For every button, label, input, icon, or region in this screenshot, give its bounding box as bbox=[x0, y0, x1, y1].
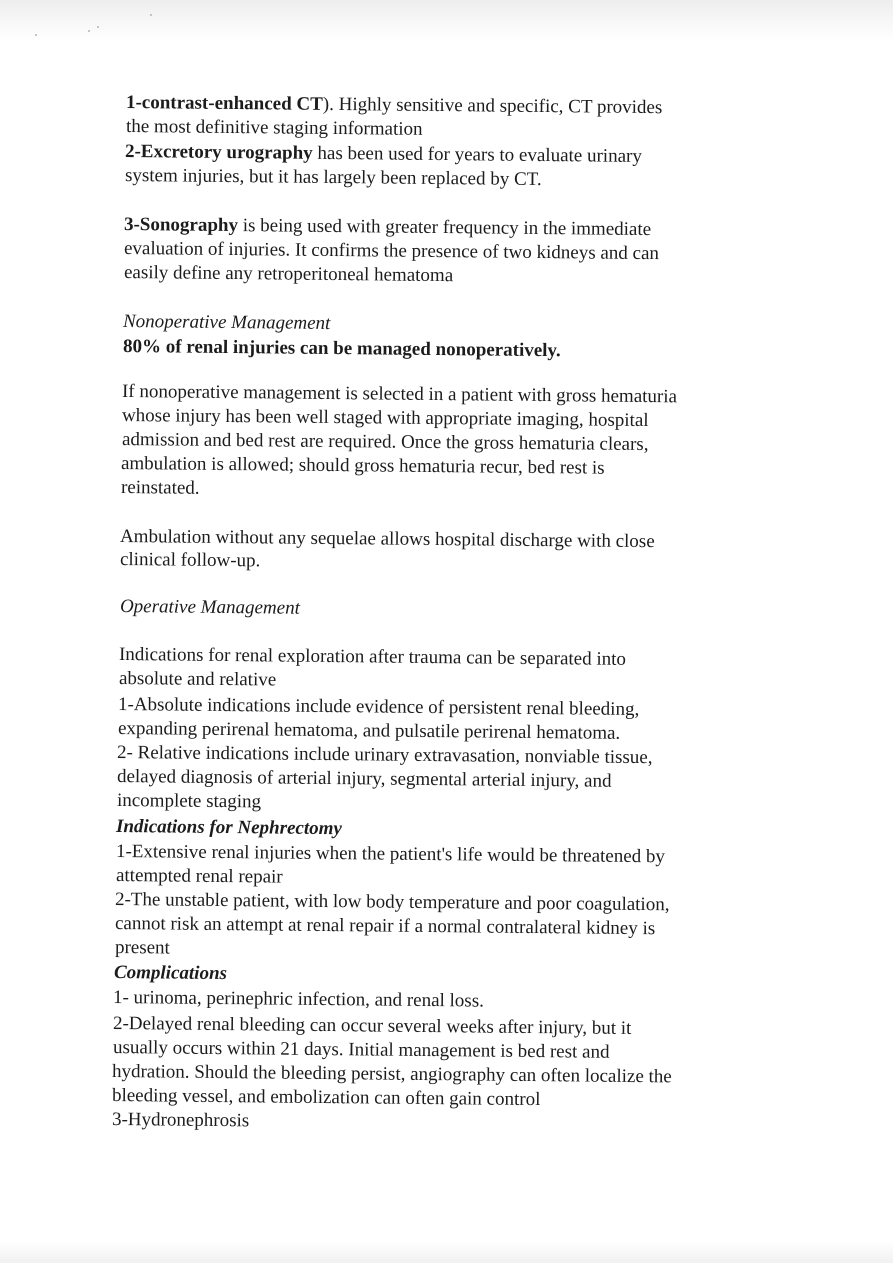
indications-paragraph-line-1: Indications for renal exploration after trauma can be separated into bbox=[118, 644, 627, 670]
scan-speck bbox=[35, 34, 37, 36]
nonoperative-paragraph-line-2: whose injury has been well staged with appropriate imaging, hospital bbox=[121, 405, 649, 432]
nephrectomy-paragraph-line-1: 1-Extensive renal injuries when the patient's life would be threatened by bbox=[115, 841, 666, 868]
nonoperative-heading: Nonoperative Management bbox=[122, 311, 331, 334]
scan-speck bbox=[150, 14, 152, 16]
ct-lead: 1-contrast-enhanced CT bbox=[125, 92, 323, 115]
sonography-paragraph-line-1 bbox=[124, 214, 651, 241]
complications-paragraph-line-2: 2-Delayed renal bleeding can occur several weeks after injury, but it bbox=[112, 1013, 632, 1039]
scan-speck bbox=[97, 26, 99, 28]
indications-paragraph-line-2: absolute and relative bbox=[118, 668, 277, 691]
urography-line1-text: has been used for years to evaluate urinary bbox=[312, 142, 642, 167]
ambulation-paragraph-line-2: clinical follow-up. bbox=[119, 549, 261, 572]
indications-paragraph-line-6: delayed diagnosis of arterial injury, segmental arterial injury, and bbox=[116, 766, 612, 792]
nephrectomy-paragraph-line-2: attempted renal repair bbox=[115, 865, 283, 888]
complications-paragraph-line-6: 3-Hydronephrosis bbox=[111, 1109, 250, 1132]
complications-heading: Complications bbox=[113, 962, 228, 985]
sonography-line1-text: is being used with greater frequency in the immediate bbox=[237, 215, 652, 241]
nephrectomy-heading: Indications for Nephrectomy bbox=[115, 816, 342, 840]
ambulation-paragraph-line-1: Ambulation without any sequelae allows hospital discharge with close bbox=[119, 526, 655, 553]
ct-paragraph-line-1 bbox=[126, 92, 663, 119]
complications-paragraph-line-3: usually occurs within 21 days. Initial management is bed rest and bbox=[112, 1037, 610, 1063]
indications-paragraph-line-3: 1-Absolute indications include evidence of persistent renal bleeding, bbox=[117, 694, 640, 721]
complications-paragraph-line-5: bleeding vessel, and embolization can often gain control bbox=[111, 1085, 541, 1111]
nephrectomy-paragraph-line-3: 2-The unstable patient, with low body temperature and poor coagulation, bbox=[114, 889, 670, 916]
nonoperative-paragraph-line-3: admission and bed rest are required. Once the gross hematuria clears, bbox=[121, 429, 649, 456]
ct-line1-text: ). Highly sensitive and specific, CT provides bbox=[322, 93, 663, 119]
complications-paragraph-line-1: 1- urinoma, perinephric infection, and renal loss. bbox=[112, 987, 485, 1012]
nephrectomy-paragraph-line-5: present bbox=[114, 937, 170, 959]
urography-paragraph-line-2: system injuries, but it has largely been replaced by CT. bbox=[124, 165, 542, 190]
nonoperative-summary: 80% of renal injuries can be managed nonoperatively. bbox=[122, 336, 561, 362]
complications-paragraph-line-4: hydration. Should the bleeding persist, angiography can often localize the bbox=[111, 1061, 672, 1088]
urography-lead: 2-Excretory urography bbox=[124, 141, 313, 164]
nephrectomy-paragraph-line-4: cannot risk an attempt at renal repair if a normal contralateral kidney is bbox=[114, 913, 656, 940]
operative-heading: Operative Management bbox=[119, 596, 301, 619]
scan-speck bbox=[88, 30, 90, 32]
sonography-lead: 3-Sonography bbox=[123, 214, 239, 237]
sonography-paragraph-line-2: evaluation of injuries. It confirms the presence of two kidneys and can bbox=[123, 238, 660, 265]
indications-paragraph-line-4: expanding perirenal hematoma, and pulsatile perirenal hematoma. bbox=[117, 718, 621, 744]
indications-paragraph-line-7: incomplete staging bbox=[116, 790, 262, 813]
ct-paragraph-line-2: the most definitive staging information bbox=[125, 116, 423, 140]
indications-paragraph-line-5: 2- Relative indications include urinary extravasation, nonviable tissue, bbox=[116, 742, 653, 769]
scan-edge-bottom bbox=[0, 1241, 893, 1263]
nonoperative-paragraph-line-1: If nonoperative management is selected in a patient with gross hematuria bbox=[121, 381, 678, 408]
urography-paragraph-line-1 bbox=[125, 141, 642, 168]
nonoperative-paragraph-line-5: reinstated. bbox=[120, 477, 200, 499]
sonography-paragraph-line-3: easily define any retroperitoneal hematoma bbox=[123, 262, 454, 287]
nonoperative-paragraph-line-4: ambulation is allowed; should gross hematuria recur, bed rest is bbox=[120, 453, 605, 479]
scan-edge-top bbox=[0, 0, 893, 42]
